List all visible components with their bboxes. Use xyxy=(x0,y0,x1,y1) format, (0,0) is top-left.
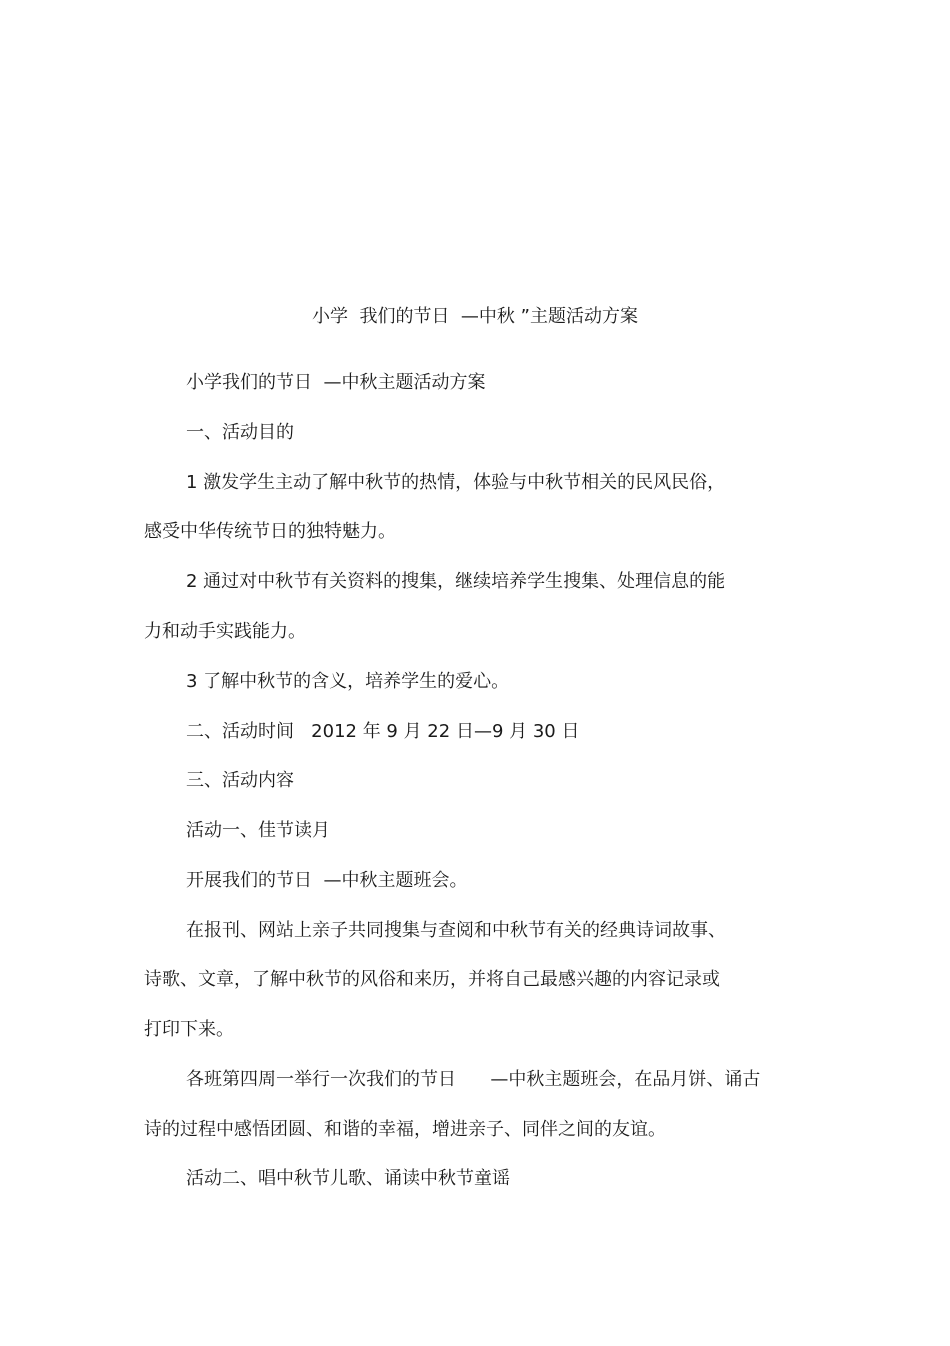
paragraph-line: 3 了解中秋节的含义，培养学生的爱心。 xyxy=(186,671,510,692)
section-heading-time: 二、活动时间 2012 年 9 月 22 日—9 月 30 日 xyxy=(186,721,580,742)
paragraph-line: 力和动手实践能力。 xyxy=(144,621,306,642)
activity-heading: 活动一、佳节读月 xyxy=(186,820,330,841)
subtitle-line: 小学我们的节日 —中秋主题活动方案 xyxy=(186,372,486,393)
paragraph-line: 开展我们的节日 —中秋主题班会。 xyxy=(186,870,468,891)
paragraph-line: 1 激发学生主动了解中秋节的热情，体验与中秋节相关的民风民俗， xyxy=(186,472,726,493)
paragraph-line: 诗的过程中感悟团圆、和谐的幸福，增进亲子、同伴之间的友谊。 xyxy=(144,1119,666,1140)
activity-heading: 活动二、唱中秋节儿歌、诵读中秋节童谣 xyxy=(186,1168,510,1189)
paragraph-line: 打印下来。 xyxy=(144,1019,234,1040)
section-heading-purpose: 一、活动目的 xyxy=(186,422,294,443)
paragraph-line: 在报刊、网站上亲子共同搜集与查阅和中秋节有关的经典诗词故事、 xyxy=(186,920,726,941)
paragraph-line: 2 通过对中秋节有关资料的搜集，继续培养学生搜集、处理信息的能 xyxy=(186,571,726,592)
section-heading-content: 三、活动内容 xyxy=(186,770,294,791)
paragraph-line: 诗歌、文章，了解中秋节的风俗和来历，并将自己最感兴趣的内容记录或 xyxy=(144,969,720,990)
paragraph-line: 各班第四周一举行一次我们的节日 —中秋主题班会，在品月饼、诵古 xyxy=(186,1069,761,1090)
document-title: 小学 我们的节日 —中秋 ”主题活动方案 xyxy=(312,306,638,327)
paragraph-line: 感受中华传统节日的独特魅力。 xyxy=(144,521,396,542)
